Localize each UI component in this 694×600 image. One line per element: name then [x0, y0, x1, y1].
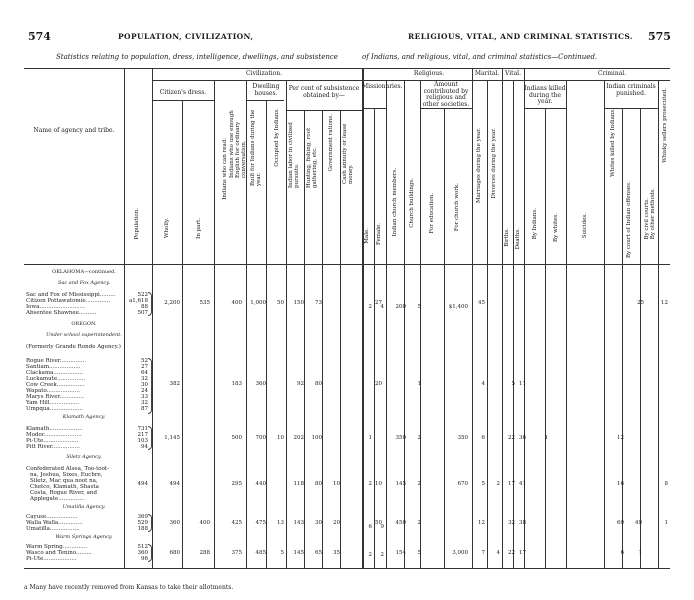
umatilla-built: 13	[277, 520, 284, 526]
sac-wholly: 2,200	[164, 300, 180, 306]
umatilla-read: 425	[231, 520, 242, 526]
klamath-by-indians: 1	[544, 435, 548, 441]
rule-dwelling	[246, 100, 284, 101]
male-header: Male.	[364, 228, 370, 244]
warm-buildings: 5	[417, 550, 421, 556]
whites-killed-header: Whites killed by Indians.	[610, 108, 616, 177]
female-header: Female.	[376, 223, 382, 246]
umatilla-female: 9	[380, 524, 384, 530]
criminal-header: Criminal.	[597, 70, 627, 77]
divorces-header: Divorces during the year.	[491, 128, 497, 199]
tribe-warm-spring: Warm Spring..............	[26, 544, 88, 550]
sac-built: 50	[277, 300, 284, 306]
umatilla-labor: 30	[315, 520, 322, 526]
marital-header: Marital.	[474, 70, 500, 77]
siletz-church-work: 670	[457, 481, 468, 487]
deaths-header: Deaths.	[515, 228, 521, 250]
section-grande-ronde: (Formerly Grande Ronde Agency.)	[26, 344, 121, 350]
warm-deaths: 17	[519, 550, 526, 556]
warm-hunting: 35	[333, 550, 340, 556]
tribe-sac-3: Iowa..........................	[26, 304, 85, 310]
brace-warm	[148, 544, 152, 562]
religious-header: Religious.	[413, 70, 445, 77]
read-header: Indians who can read.	[222, 138, 228, 200]
whisky-header: Whisky sellers prosecuted.	[662, 88, 668, 163]
warm-members: 154	[395, 550, 406, 556]
right-page-number: 575	[648, 30, 671, 43]
pop-cayuse: 369	[137, 514, 148, 520]
rule-citizens-dress	[152, 100, 214, 101]
klamath-labor: 100	[311, 435, 322, 441]
pop-pitt-river: 94	[141, 444, 148, 450]
rations-header: Government rations.	[328, 114, 334, 172]
siletz-marriages: 5	[481, 481, 485, 487]
tribe-santiam: Santiam..................	[26, 364, 81, 370]
pop-klamath: 731	[137, 426, 148, 432]
sac-inpart: 535	[199, 300, 210, 306]
warm-occupied: 145	[293, 550, 304, 556]
tribe-marys-river: Marys River..............	[26, 394, 84, 400]
church-work-header: For church work.	[454, 183, 460, 232]
warm-converse: 485	[255, 550, 266, 556]
suicides-header: Suicides.	[582, 213, 588, 239]
umatilla-court: 69	[617, 520, 624, 526]
pop-umatilla: 188	[137, 526, 148, 532]
grande-annuity: 20	[375, 381, 382, 387]
warm-inpart: 288	[199, 550, 210, 556]
section-warm-springs: Warm Springs Agency.	[55, 534, 113, 540]
tribe-sac-1: Sac and Fox of Mississippi.........	[26, 292, 116, 298]
brace-sac	[148, 292, 152, 316]
tribe-rogue: Rogue River...............	[26, 358, 87, 364]
rule-top	[24, 68, 670, 69]
klamath-built: 10	[277, 435, 284, 441]
umatilla-deaths: 38	[519, 520, 526, 526]
tribe-piute-k: Pi-Ute....................	[26, 438, 79, 444]
sac-occupied: 150	[293, 300, 304, 306]
section-klamath: Klamath Agency.	[62, 414, 106, 420]
brace-grande	[148, 358, 152, 414]
tribe-wasco: Wasco and Tenino.........	[26, 550, 92, 556]
hunting-header: Hunting, fishing, root gathering, etc.	[306, 127, 318, 188]
killed-header: Indians killed during the year.	[524, 85, 566, 105]
tribe-pitt-river: Pitt River................	[26, 444, 80, 450]
warm-labor: 65	[315, 550, 322, 556]
klamath-read: 500	[231, 435, 242, 441]
pop-modoc: 217	[137, 432, 148, 438]
pop-cow-creek: 30	[141, 382, 148, 388]
grande-marriages: 4	[481, 381, 485, 387]
pop-clackama: 64	[141, 370, 148, 376]
siletz-labor: 80	[315, 481, 322, 487]
pop-luckamute: 32	[141, 376, 148, 382]
vital-header: Vital.	[505, 70, 521, 77]
pop-yam-hill: 32	[141, 400, 148, 406]
grande-converse: 360	[255, 381, 266, 387]
siletz-whisky: 8	[664, 481, 668, 487]
right-page-title: RELIGIOUS, VITAL, AND CRIMINAL STATISTICS.	[408, 32, 633, 41]
labor-header: Indian labor in civilized pursuits.	[288, 122, 300, 188]
sac-read: 400	[231, 300, 242, 306]
tribe-cayuse: Cayuse..................	[26, 514, 78, 520]
tribe-sac-2: Citizen Pottawatomie..............	[26, 298, 111, 304]
umatilla-civil: 49	[635, 520, 642, 526]
pop-warm-spring: 512	[137, 544, 148, 550]
siletz-members: 145	[395, 481, 406, 487]
umatilla-births: 32	[508, 520, 515, 526]
grande-wholly: 382	[169, 381, 180, 387]
sac-marriages: 45	[478, 300, 485, 306]
siletz-deaths: 41	[519, 481, 526, 487]
warm-female: 2	[380, 552, 384, 558]
siletz-court: 16	[617, 481, 624, 487]
pop-piute-w: 96	[141, 556, 148, 562]
siletz-occupied: 118	[293, 481, 304, 487]
tribe-sac-4: Absentee Shawnee..........	[26, 310, 97, 316]
grande-read: 183	[231, 381, 242, 387]
other-header: By other methods.	[650, 188, 656, 240]
umatilla-members: 450	[395, 520, 406, 526]
annuity-header: Cash annuity or lease money.	[342, 123, 354, 184]
brace-umatilla	[148, 514, 152, 532]
sac-pop-4: 507	[137, 310, 148, 316]
siletz-read: 295	[231, 481, 242, 487]
pop-marys-river: 33	[141, 394, 148, 400]
rule-amount	[420, 108, 472, 109]
sac-pop-3: 88	[141, 304, 148, 310]
left-page-title: POPULATION, CIVILIZATION,	[118, 32, 254, 41]
brace-klamath	[148, 426, 152, 450]
converse-header: Indians who use enough English for ordinary conversation.	[229, 110, 247, 178]
siletz-hunting: 10	[333, 481, 340, 487]
umatilla-inpart: 400	[199, 520, 210, 526]
sac-male: 2	[368, 304, 372, 310]
members-header: Indian church members.	[392, 168, 398, 237]
sac-buildings: 5	[417, 304, 421, 310]
umatilla-occupied: 143	[293, 520, 304, 526]
klamath-deaths: 36	[519, 435, 526, 441]
rule-header-bottom	[24, 264, 670, 265]
subtitle-right: of Indians, and religious, vital, and criminal statistics—Continued.	[362, 53, 598, 61]
tribe-siletz-6: Applegate...............	[30, 496, 85, 502]
tribe-walla-walla: Walla Walla..............	[26, 520, 83, 526]
siletz-divorces: 2	[496, 481, 500, 487]
siletz-male: 2	[368, 481, 372, 487]
umatilla-whisky: 1	[664, 520, 668, 526]
siletz-annuity: 10	[375, 481, 382, 487]
klamath-male: 1	[368, 435, 372, 441]
siletz-births: 17	[508, 481, 515, 487]
warm-civil: 1	[638, 550, 642, 556]
umatilla-buildings: 2	[417, 520, 421, 526]
pop-wasco: 360	[137, 550, 148, 556]
section-school: Under school superintendent.	[46, 332, 122, 338]
klamath-marriages: 6	[481, 435, 485, 441]
klamath-church-work: 350	[457, 435, 468, 441]
pop-wapato: 24	[141, 388, 148, 394]
pop-umpqua: 87	[141, 406, 148, 412]
buildings-header: Church buildings.	[409, 178, 415, 228]
klamath-wholly: 1,145	[164, 435, 180, 441]
siletz-wholly: 494	[169, 481, 180, 487]
klamath-buildings: 2	[417, 435, 421, 441]
court-header: By court of Indian offenses.	[626, 181, 632, 258]
umatilla-wholly: 360	[169, 520, 180, 526]
siletz-buildings: 2	[417, 481, 421, 487]
sac-pop-2: a1,618	[128, 298, 148, 304]
sac-members: 200	[395, 304, 406, 310]
warm-court: 6	[620, 550, 624, 556]
tribe-siletz-4: Chetco, Klamath, Shasta	[30, 484, 99, 490]
warm-church-work: 3,000	[452, 550, 468, 556]
rule-civilization	[152, 80, 370, 81]
rule-criminal	[524, 80, 670, 81]
grande-births: 5	[511, 381, 515, 387]
warm-births: 22	[508, 550, 515, 556]
by-indians-header: By Indians.	[532, 208, 538, 240]
klamath-converse: 700	[255, 435, 266, 441]
citizens-dress-header: Citizen's dress.	[159, 89, 207, 96]
tribe-siletz-2: na, Joshua, Sixes, Euchre,	[30, 472, 103, 478]
section-siletz: Siletz Agency.	[66, 454, 102, 460]
percent-header: Per cent of subsistence obtained by—	[288, 85, 360, 99]
civil-header: By civil courts.	[644, 198, 650, 240]
sac-annuity: 27	[375, 300, 382, 306]
sac-female: 4	[380, 304, 384, 310]
tribe-siletz-3: Siletz, Mac qua noot na,	[30, 478, 98, 484]
sac-labor: 73	[315, 300, 322, 306]
tribe-siletz-5: Costa, Rogue River, and	[30, 490, 97, 496]
tribe-luckamute: Luckamute................	[26, 376, 86, 382]
pop-santiam: 27	[141, 364, 148, 370]
tribe-cow-creek: Cow Creek................	[26, 382, 85, 388]
footnote: a Many have recently removed from Kansas to take their allotments.	[24, 584, 234, 591]
grande-deaths: 11	[519, 381, 526, 387]
sac-civil: 25	[637, 300, 644, 306]
section-oregon: OREGON.	[71, 321, 97, 327]
siletz-pop: 494	[137, 481, 148, 487]
tribe-piute-w: Pi-Ute...................	[26, 556, 77, 562]
pop-rogue: 52	[141, 358, 148, 364]
warm-read: 375	[231, 550, 242, 556]
klamath-court: 12	[617, 435, 624, 441]
umatilla-hunting: 20	[333, 520, 340, 526]
tribe-umpqua: Umpqua...................	[26, 406, 83, 412]
in-part-header: In part.	[196, 218, 202, 239]
warm-divorces: 4	[496, 550, 500, 556]
built-header: Built for Indians during the year.	[250, 109, 262, 186]
umatilla-marriages: 12	[478, 520, 485, 526]
siletz-converse: 440	[255, 481, 266, 487]
umatilla-annuity: 50	[375, 520, 382, 526]
statistics-table	[24, 68, 670, 570]
dwelling-header: Dwelling houses.	[252, 83, 280, 97]
umatilla-converse: 475	[255, 520, 266, 526]
warm-built: 5	[280, 550, 284, 556]
education-header: For education.	[429, 193, 435, 234]
rule-percent	[286, 110, 362, 111]
umatilla-male: 6	[368, 524, 372, 530]
left-page-number: 574	[28, 30, 51, 43]
pop-piute-k: 103	[137, 438, 148, 444]
grande-labor: 80	[315, 381, 322, 387]
births-header: Births.	[504, 228, 510, 247]
klamath-members: 350	[395, 435, 406, 441]
amount-header: Amount contributed by religious and other societies.	[422, 81, 470, 108]
by-whites-header: By whites.	[553, 213, 559, 242]
sac-church-work: $1,400	[448, 304, 468, 310]
warm-male: 2	[368, 552, 372, 558]
tribe-wapato: Wapato...................	[26, 388, 80, 394]
sac-converse: 1,000	[250, 300, 266, 306]
tribe-modoc: Modoc.....................	[26, 432, 82, 438]
rule-bottom	[24, 568, 670, 569]
sac-pop-1: 522	[137, 292, 148, 298]
civilization-header: Civilization.	[245, 70, 283, 77]
section-oklahoma: OKLAHOMA—continued.	[52, 269, 116, 275]
missionaries-header: Missionaries.	[362, 83, 403, 90]
grande-buildings: 1	[417, 381, 421, 387]
tribe-yam-hill: Yam Hill.................	[26, 400, 80, 406]
section-umatilla: Umatilla Agency.	[62, 504, 106, 510]
agency-header: Name of agency and tribe.	[33, 127, 115, 134]
klamath-occupied: 202	[293, 435, 304, 441]
klamath-births: 22	[508, 435, 515, 441]
pop-walla-walla: 529	[137, 520, 148, 526]
wholly-header: Wholly.	[164, 218, 170, 239]
occupied-header: Occupied by Indians.	[274, 108, 280, 167]
subtitle-left: Statistics relating to population, dress, intelligence, dwellings, and subsistence	[56, 53, 338, 61]
grande-occupied: 92	[297, 381, 304, 387]
marriages-header: Marriages during the year.	[476, 128, 482, 203]
warm-wholly: 680	[169, 550, 180, 556]
section-sac-fox: Sac and Fox Agency.	[58, 280, 110, 286]
tribe-umatilla: Umatilla.................	[26, 526, 80, 532]
population-header: Population.	[134, 208, 140, 240]
punished-header: Indian criminals punished.	[606, 83, 656, 97]
sac-whisky: 12	[661, 300, 668, 306]
tribe-siletz-1: Confederated Alsea, Too-toot-	[26, 466, 109, 472]
tribe-clackama: Clackama.................	[26, 370, 84, 376]
warm-marriages: 7	[481, 550, 485, 556]
tribe-klamath: Klamath...................	[26, 426, 83, 432]
